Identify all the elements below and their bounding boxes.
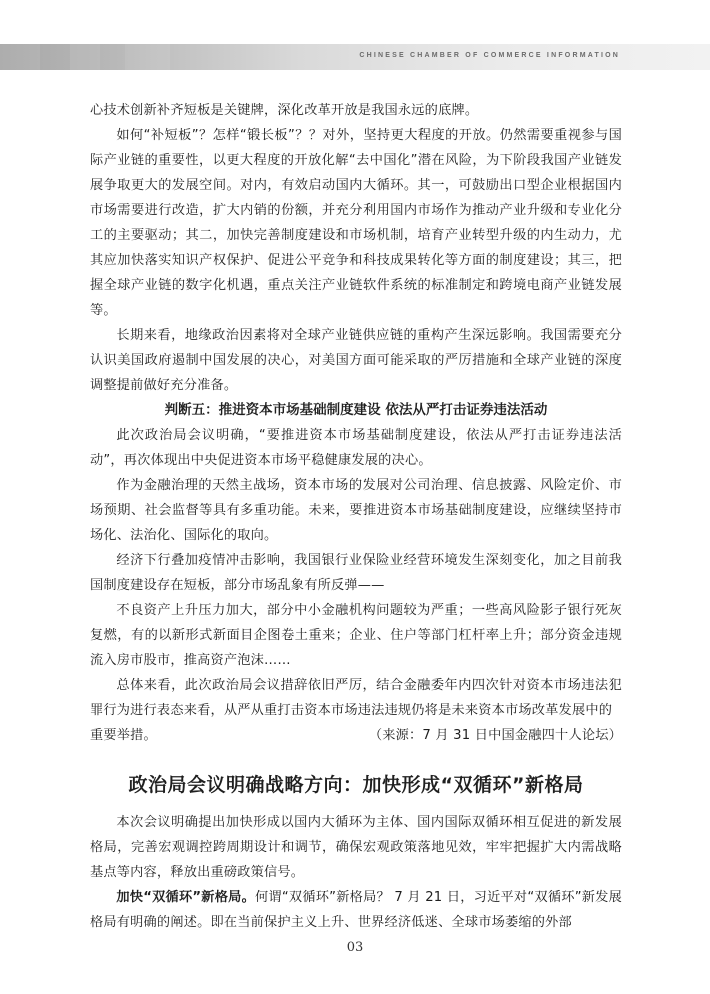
source-citation: （来源：7 月 31 日中国金融四十人论坛） — [368, 728, 622, 743]
paragraph: 此次政治局会议明确，“要推进资本市场基础制度建设，依法从严打击证券违法活动”，再次体现出中央促进资本市场平稳健康发展的决心。 — [90, 428, 622, 468]
paragraph: 作为金融治理的天然主战场，资本市场的发展对公司治理、信息披露、风险定价、市场预期、社会监督等具有多重功能。未来，要推进资本市场基础制度建设，应继续坚持市场化、法治化、国际化的取向。 — [90, 478, 622, 543]
paragraph: 如何“补短板”？怎样“锻长板”？？对外，坚持更大程度的开放。仍然需要重视参与国际产业链的重要性，以更大程度的开放化解“去中国化”潜在风险，为下阶段我国产业链发展争取更大的发展空间。对内，有效启动国内大循环。其一，可鼓励出口型企业根据国内市场需要进行改造，扩大内销的份额，并充分利用国内市场作为推动产业升级和专业化分工的主要驱动；其二，加快完善制度建设和市场机制，培育产业转型升级的内生动力，尤其应加快落实知识产权保护、促进公平竞争和科技成果转化等方面的制度建设；其三，把握全球产业链的数字化机遇，重点关注产业链软件系统的标准制定和跨境电商产业链发展等。 — [90, 128, 622, 318]
running-header: CHINESE CHAMBER OF COMMERCE INFORMATION — [359, 52, 620, 59]
page-number: 03 — [346, 940, 364, 955]
paragraph-last-line: 重要举措。 — [90, 728, 157, 743]
paragraph-ending — [90, 723, 622, 748]
sub-heading-judgment-five: 判断五：推进资本市场基础制度建设 依法从严打击证券违法活动 — [164, 402, 548, 418]
page-body — [90, 98, 622, 935]
paragraph: 经济下行叠加疫情冲击影响，我国银行业保险业经营环境发生深刻变化，加之目前我国制度建设存在短板，部分市场乱象有所反弹—— — [90, 553, 622, 593]
lead-in-bold: 加快“双循环”新格局。 — [116, 890, 255, 905]
paragraph: 不良资产上升压力加大，部分中小金融机构问题较为严重；一些高风险影子银行死灰复燃，有的以新形式新面目企图卷土重来；企业、住户等部门杠杆率上升；部分资金违规流入房市股市，推高资产泡沫…… — [90, 603, 622, 668]
paragraph: 长期来看，地缘政治因素将对全球产业链供应链的重构产生深远影响。我国需要充分认识美国政府遏制中国发展的决心，对美国方面可能采取的严厉措施和全球产业链的深度调整提前做好充分准备。 — [90, 328, 622, 393]
paragraph: 本次会议明确提出加快形成以国内大循环为主体、国内国际双循环相互促进的新发展格局，完善宏观调控跨周期设计和调节，确保宏观政策落地见效，牢牢把握扩大内需战略基点等内容，释放出重磅政策信号。 — [90, 815, 622, 880]
paragraph — [90, 885, 622, 935]
section-title: 政治局会议明确战略方向：加快形成“双循环”新格局 — [128, 774, 584, 796]
paragraph-text: 何谓“双循环”新格局？ 7 月 21 日，习近平对“双循环”新发展格局有明确的阐述。即在当前保护主义上升、世界经济低迷、全球市场萎缩的外部 — [90, 890, 622, 930]
paragraph: 心技术创新补齐短板是关键牌，深化改革开放是我国永远的底牌。 — [90, 103, 479, 118]
header-band-decoration — [0, 44, 170, 70]
paragraph: 总体来看，此次政治局会议措辞依旧严厉，结合金融委年内四次针对资本市场违法犯罪行为进行表态来看，从严从重打击资本市场违法违规仍将是未来资本市场改革发展中的 — [90, 678, 622, 718]
